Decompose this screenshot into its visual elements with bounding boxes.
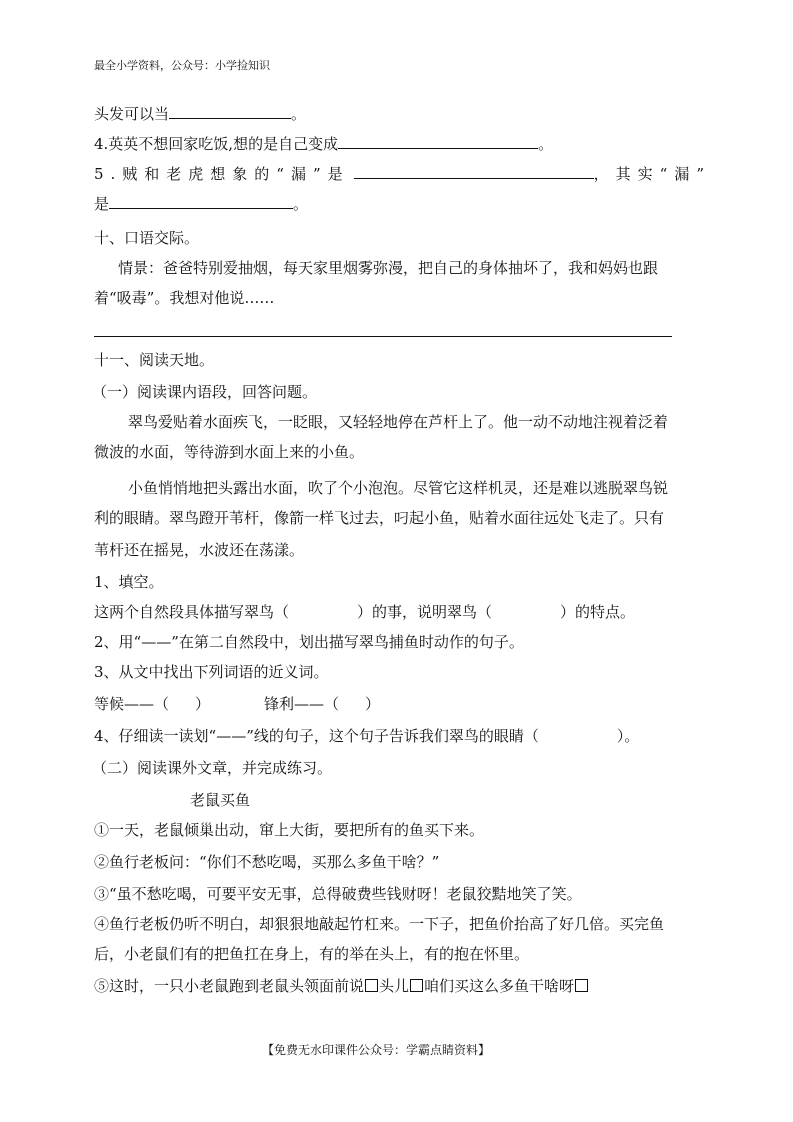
story-para-1: ①一天，老鼠倾巢出动，窜上大街，要把所有的鱼买下来。	[94, 821, 485, 839]
story-para-4-line-2: 后，小老鼠们有的把鱼扛在身上，有的举在头上，有的抱在怀里。	[94, 945, 530, 963]
section-10-title: 十、口语交际。	[94, 229, 200, 247]
passage-2-line-2: 利的眼睛。翠鸟蹬开苇杆，像箭一样飞过去，叼起小鱼，贴着水面往远处飞走了。只有	[94, 509, 665, 527]
punctuation-box[interactable]	[410, 979, 423, 992]
answer-line[interactable]	[94, 336, 672, 337]
story-para-2: ②鱼行老板问：“你们不愁吃喝，买那么多鱼干啥？”	[94, 853, 440, 871]
story-para-4-line-1: ④鱼行老板仍听不明白，却狠狠地敲起竹杠来。一下子，把鱼价抬高了好几倍。买完鱼	[94, 915, 665, 933]
section-11-title: 十一、阅读天地。	[94, 351, 215, 369]
passage-1-line-2: 微波的水面，等待游到水面上来的小鱼。	[94, 443, 365, 461]
answer-blank[interactable]	[338, 134, 538, 149]
synonym-word-1: 等候——（	[94, 695, 170, 713]
scene-line-1: 情景：爸爸特别爱抽烟，每天家里烟雾弥漫，把自己的身体抽坏了，我和妈妈也跟	[118, 259, 659, 277]
question-1-text-b: ）的事，说明翠鸟（	[357, 603, 493, 621]
question-5-text-a: 5.贼和老虎想象的“漏”是	[94, 165, 350, 183]
passage-1-line-1: 翠鸟爱贴着水面疾飞，一眨眼，又轻轻地停在芦杆上了。他一动不动地注视着泛着	[128, 413, 669, 431]
page-footer: 【免费无水印课件公众号：学霸点睛资料】	[262, 1043, 491, 1057]
question-4	[94, 726, 639, 746]
fill-hair-line	[94, 104, 306, 124]
story-para-5-a: ⑤这时，一只小老鼠跑到老鼠头领面前说	[94, 977, 365, 995]
passage-2-line-3: 苇杆还在摇晃，水波还在荡漾。	[94, 541, 305, 559]
question-3: 3、从文中找出下列词语的近义词。	[94, 663, 329, 681]
question-1-text-a: 这两个自然段具体描写翠鸟（	[94, 603, 290, 621]
close-paren: ）	[365, 695, 381, 713]
synonym-word-2: 锋利——（	[264, 695, 340, 713]
story-title: 老鼠买鱼	[190, 791, 251, 809]
question-5-line-2	[94, 194, 308, 214]
passage-2-line-1: 小鱼悄悄地把头露出水面，吹了个小泡泡。尽管它这样机灵，还是难以逃脱翠鸟锐	[128, 479, 669, 497]
punctuation-box[interactable]	[365, 979, 378, 992]
story-para-5-b: 头儿	[379, 977, 410, 995]
answer-blank[interactable]	[354, 164, 594, 179]
question-1-text-c: ）的特点。	[560, 603, 636, 621]
question-1-text	[94, 602, 635, 622]
scene-line-2: 着“吸毒”。我想对他说……	[94, 289, 275, 307]
punctuation-box[interactable]	[575, 979, 588, 992]
page-header: 最全小学资料，公众号：小学捡知识	[94, 59, 270, 72]
period: 。	[538, 135, 554, 153]
period: 。	[293, 195, 309, 213]
question-4-text: 4.英英不想回家吃饭,想的是自己变成	[94, 135, 339, 153]
question-5-text-b: ，其实“漏”	[593, 165, 711, 183]
story-para-5-c: 咱们买这么多鱼干啥呀	[424, 977, 575, 995]
answer-blank[interactable]	[109, 194, 293, 209]
close-paren: ）	[195, 695, 211, 713]
question-5-text-c: 是	[94, 195, 110, 213]
part-1-title: （一）阅读课内语段，回答问题。	[92, 383, 318, 401]
question-5-line	[94, 164, 711, 184]
answer-blank[interactable]	[169, 104, 291, 119]
question-4-text-b: ）。	[616, 727, 640, 745]
question-3-words	[94, 694, 380, 714]
question-4-line	[94, 134, 553, 154]
fill-hair-prefix: 头发可以当	[94, 105, 170, 123]
story-para-3: ③“虽不愁吃喝，可要平安无事，总得破费些钱财呀！老鼠狡黠地笑了笑。	[94, 885, 582, 903]
part-2-title: （二）阅读课外文章，并完成练习。	[92, 759, 333, 777]
question-2: 2、用“——”在第二自然段中，划出描写翠鸟捕鱼时动作的句子。	[94, 633, 524, 651]
question-4-text-a: 4、仔细读一读划“——”线的句子，这个句子告诉我们翠鸟的眼睛（	[94, 727, 539, 745]
period: 。	[291, 105, 307, 123]
story-para-5	[94, 976, 589, 996]
question-1-title: 1、填空。	[94, 573, 164, 591]
